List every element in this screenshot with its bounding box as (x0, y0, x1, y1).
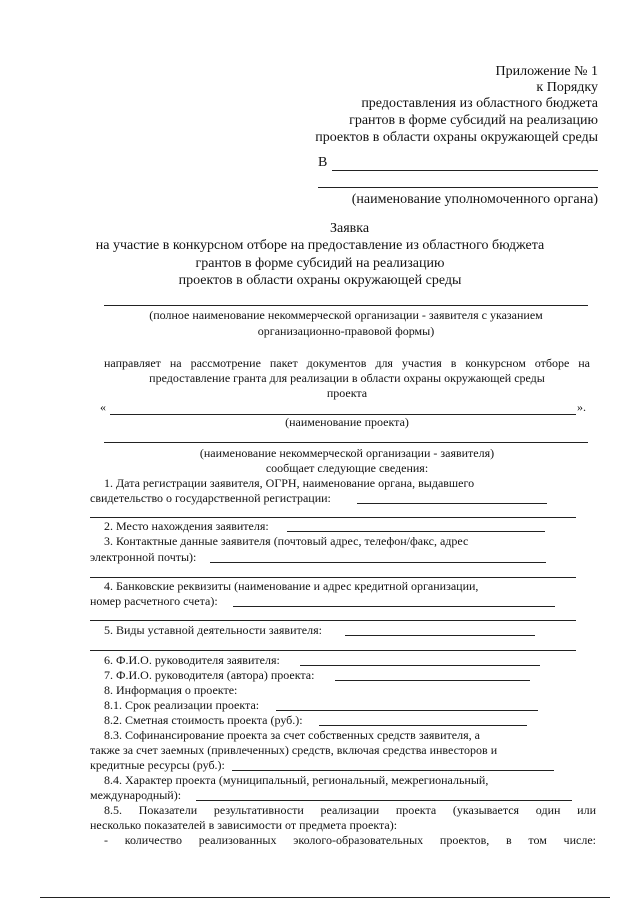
item-3-text: 3. Контактные данные заявителя (почтовый адрес, телефон/факс, адрес (104, 534, 469, 548)
item-7-text: 7. Ф.И.О. руководителя (автора) проекта: (104, 668, 315, 682)
item-8-1-field[interactable] (276, 710, 538, 711)
sends-text: проекта (326, 386, 368, 400)
appendix-order-line: предоставления из областного бюджета (361, 96, 598, 111)
appendix-number: Приложение № 1 (495, 64, 598, 79)
item-6-field[interactable] (300, 665, 540, 666)
addressee-field[interactable] (318, 187, 598, 188)
item-2-text: 2. Место нахождения заявителя: (104, 519, 269, 533)
item-2-field[interactable] (287, 531, 545, 532)
item-8-4-field[interactable] (196, 800, 572, 801)
item-8-text: 8. Информация о проекте: (104, 683, 238, 697)
item-4-text: 4. Банковские реквизиты (наименование и адрес кредитной организации, (104, 579, 479, 593)
organization-full-name-field[interactable] (104, 305, 588, 306)
item-1-field[interactable] (357, 503, 547, 504)
item-1-text: 1. Дата регистрации заявителя, ОГРН, наименование органа, выдавшего (104, 476, 475, 490)
organization-caption: организационно-правовой формы) (257, 324, 435, 338)
item-5-field[interactable] (90, 650, 576, 651)
title-line: проектов в области охраны окружающей среды (178, 273, 462, 288)
item-4-field[interactable] (90, 620, 576, 621)
organization-caption: (полное наименование некоммерческой организации - заявителя с указанием (149, 308, 543, 322)
organ-caption: (наименование уполномоченного органа) (351, 192, 598, 207)
item-8-4-text: 8.4. Характер проекта (муниципальный, региональный, межрегиональный, (104, 773, 489, 787)
appendix-order: к Порядку (536, 80, 598, 95)
item-7-field[interactable] (335, 680, 530, 681)
item-6-text: 6. Ф.И.О. руководителя заявителя: (104, 653, 280, 667)
addressee-prefix: В (318, 155, 328, 170)
item-8-5-text: 8.5. Показатели результативности реализации проекта (указывается один или (104, 803, 596, 817)
addressee-field[interactable] (332, 170, 598, 171)
applicant-caption: (наименование некоммерческой организации - заявителя) (199, 446, 495, 460)
item-5-field[interactable] (345, 635, 535, 636)
sends-text: направляет на рассмотрение пакет документов для участия в конкурсном отборе на (104, 356, 590, 370)
page-footer-rule (40, 897, 610, 898)
item-8-3-text: 8.3. Софинансирование проекта за счет собственных средств заявителя, а (104, 728, 480, 742)
appendix-order-line: проектов в области охраны окружающей среды (315, 130, 598, 145)
item-3-field[interactable] (90, 577, 576, 578)
item-8-5-bullet: - количество реализованных эколого-образовательных проектов, в том числе: (104, 833, 596, 847)
appendix-order-line: грантов в форме субсидий на реализацию (349, 113, 598, 128)
quote-close: ». (577, 400, 586, 414)
item-8-3-field[interactable] (232, 770, 554, 771)
title-line: на участие в конкурсном отборе на предоставление из областного бюджета (95, 238, 545, 253)
item-8-2-text: 8.2. Сметная стоимость проекта (руб.): (104, 713, 303, 727)
title-line: грантов в форме субсидий на реализацию (195, 256, 445, 271)
item-8-1-text: 8.1. Срок реализации проекта: (104, 698, 260, 712)
item-5-text: 5. Виды уставной деятельности заявителя: (104, 623, 322, 637)
reports-text: сообщает следующие сведения: (265, 461, 429, 475)
item-8-4-text: международный): (90, 788, 182, 802)
item-1-text: свидетельство о государственной регистрации: (90, 491, 331, 505)
item-1-field[interactable] (90, 517, 576, 518)
item-3-text: электронной почты): (90, 550, 197, 564)
quote-open: « (100, 400, 106, 414)
item-4-field[interactable] (233, 606, 555, 607)
applicant-name-field[interactable] (104, 442, 588, 443)
item-8-5-text: несколько показателей в зависимости от предмета проекта): (90, 818, 398, 832)
item-8-3-text: также за счет заемных (привлеченных) средств, включая средства инвесторов и (90, 743, 498, 757)
item-8-3-text: кредитные ресурсы (руб.): (90, 758, 225, 772)
project-caption: (наименование проекта) (285, 415, 409, 429)
document-title: Заявка (330, 221, 370, 236)
sends-text: предоставление гранта для реализации в области охраны окружающей среды (149, 371, 545, 385)
item-3-field[interactable] (210, 562, 546, 563)
item-8-2-field[interactable] (319, 725, 527, 726)
item-4-text: номер расчетного счета): (90, 594, 218, 608)
